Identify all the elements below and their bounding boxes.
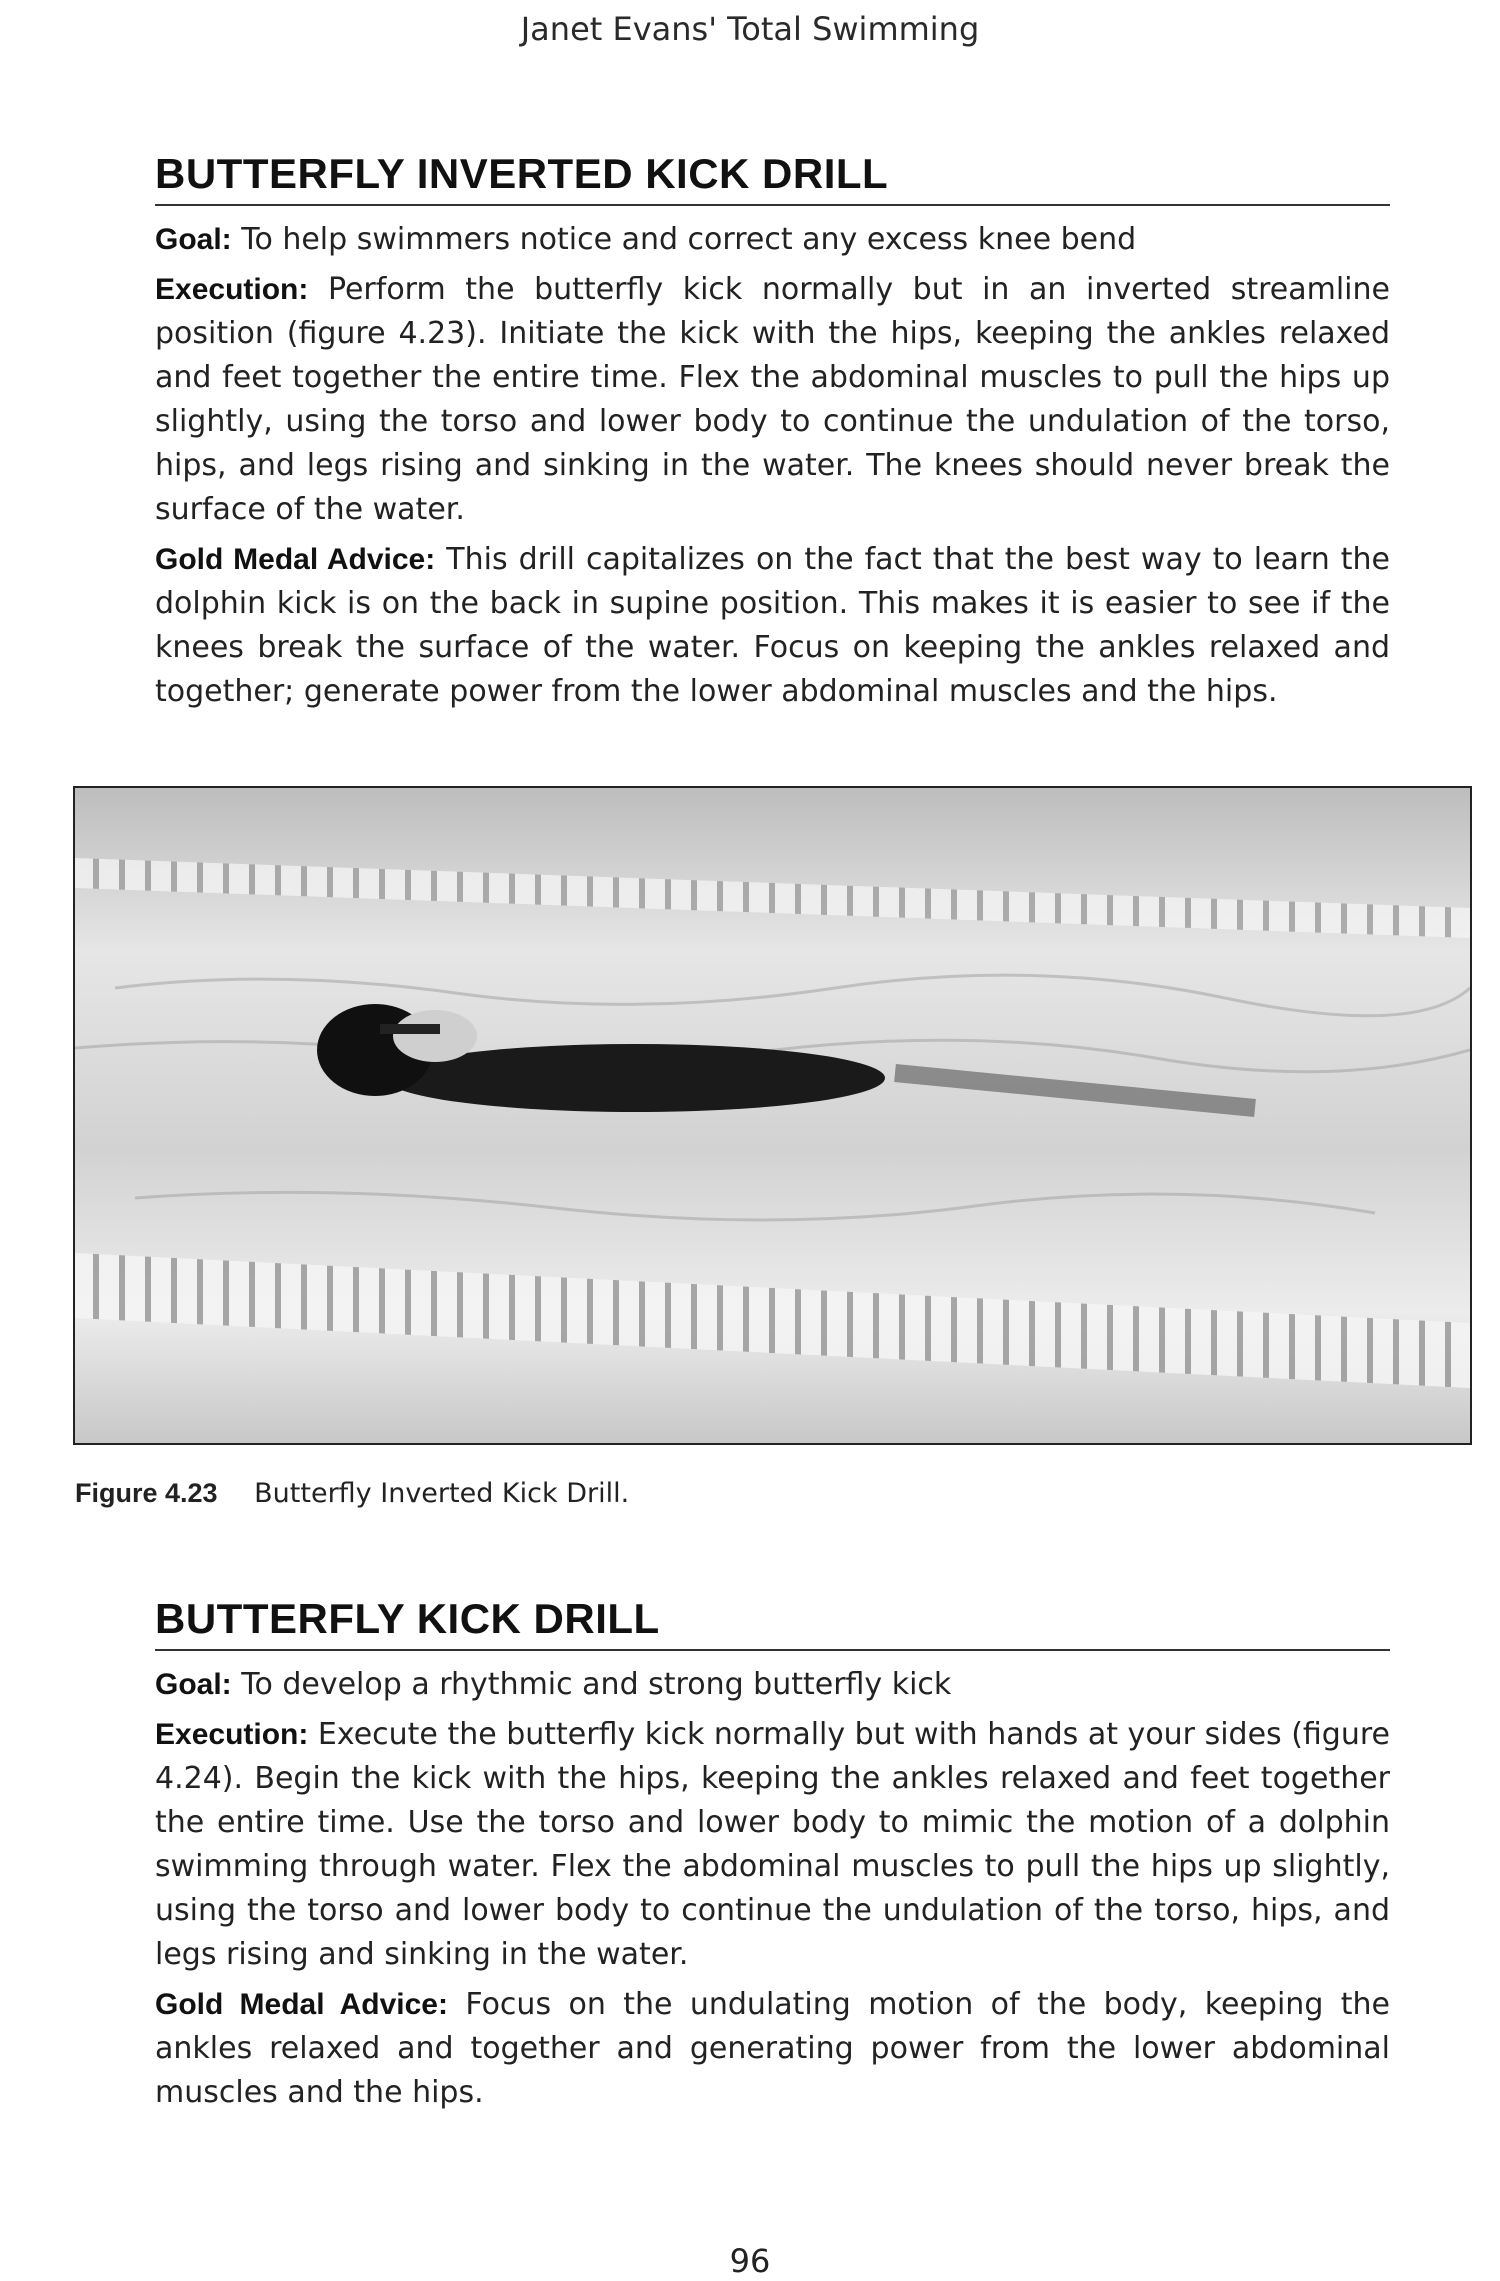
section-butterfly-inverted-kick-drill xyxy=(155,150,1390,714)
advice-paragraph xyxy=(155,1983,1390,2115)
execution-paragraph xyxy=(155,268,1390,532)
goal-paragraph xyxy=(155,218,1390,262)
figure-photo-swimmer xyxy=(73,786,1472,1445)
advice-text: Focus on the undulating motion of the body, keeping the ankles relaxed and together and generating power from the lower abdominal muscles and the hips. xyxy=(155,1987,1390,2110)
execution-paragraph xyxy=(155,1713,1390,1977)
goal-label: Goal: xyxy=(155,1668,232,1701)
advice-label: Gold Medal Advice: xyxy=(155,543,436,576)
figure-number: Figure 4.23 xyxy=(75,1478,218,1508)
section-title: BUTTERFLY KICK DRILL xyxy=(155,1595,1390,1651)
section-butterfly-kick-drill xyxy=(155,1595,1390,2115)
section-title: BUTTERFLY INVERTED KICK DRILL xyxy=(155,150,1390,206)
execution-label: Execution: xyxy=(155,1718,309,1751)
figure-caption-text: Butterfly Inverted Kick Drill. xyxy=(254,1478,630,1509)
goal-text: To develop a rhythmic and strong butterfly kick xyxy=(241,1667,952,1702)
running-head: Janet Evans' Total Swimming xyxy=(520,10,980,48)
execution-text: Execute the butterfly kick normally but with hands at your sides (figure 4.24). Begin the kick with the hips, keeping the ankles relaxed and feet together the entire time. Use the torso and lower body to mimic the motion of a dolphin swimming through water. Flex the abdominal muscles to pull the hips up slightly, using the torso and lower body to continue the undulation of the torso, hips, and legs rising and sinking in the water. xyxy=(155,1717,1390,1972)
page-number: 96 xyxy=(729,2242,771,2280)
goal-text: To help swimmers notice and correct any excess knee bend xyxy=(241,222,1137,257)
advice-paragraph xyxy=(155,538,1390,714)
advice-label: Gold Medal Advice: xyxy=(155,1988,448,2021)
execution-label: Execution: xyxy=(155,273,309,306)
swimmer-photo-illustration xyxy=(75,788,1470,1443)
advice-text: This drill capitalizes on the fact that the best way to learn the dolphin kick is on the back in supine position. This makes it is easier to see if the knees break the surface of the water. Focus on keeping the ankles relaxed and together; generate power from the lower abdominal muscles and the hips. xyxy=(155,542,1391,709)
goal-label: Goal: xyxy=(155,223,232,256)
goal-paragraph xyxy=(155,1663,1390,1707)
figure-caption xyxy=(75,1478,629,1509)
execution-text: Perform the butterfly kick normally but in an inverted streamline position (figure 4.23). Initiate the kick with the hips, keeping the ankles relaxed and feet together the entire time. Flex the abdominal muscles to pull the hips up slightly, using the torso and lower body to continue the undulation of the torso, hips, and legs rising and sinking in the water. The knees should never break the surface of the water. xyxy=(155,272,1390,527)
